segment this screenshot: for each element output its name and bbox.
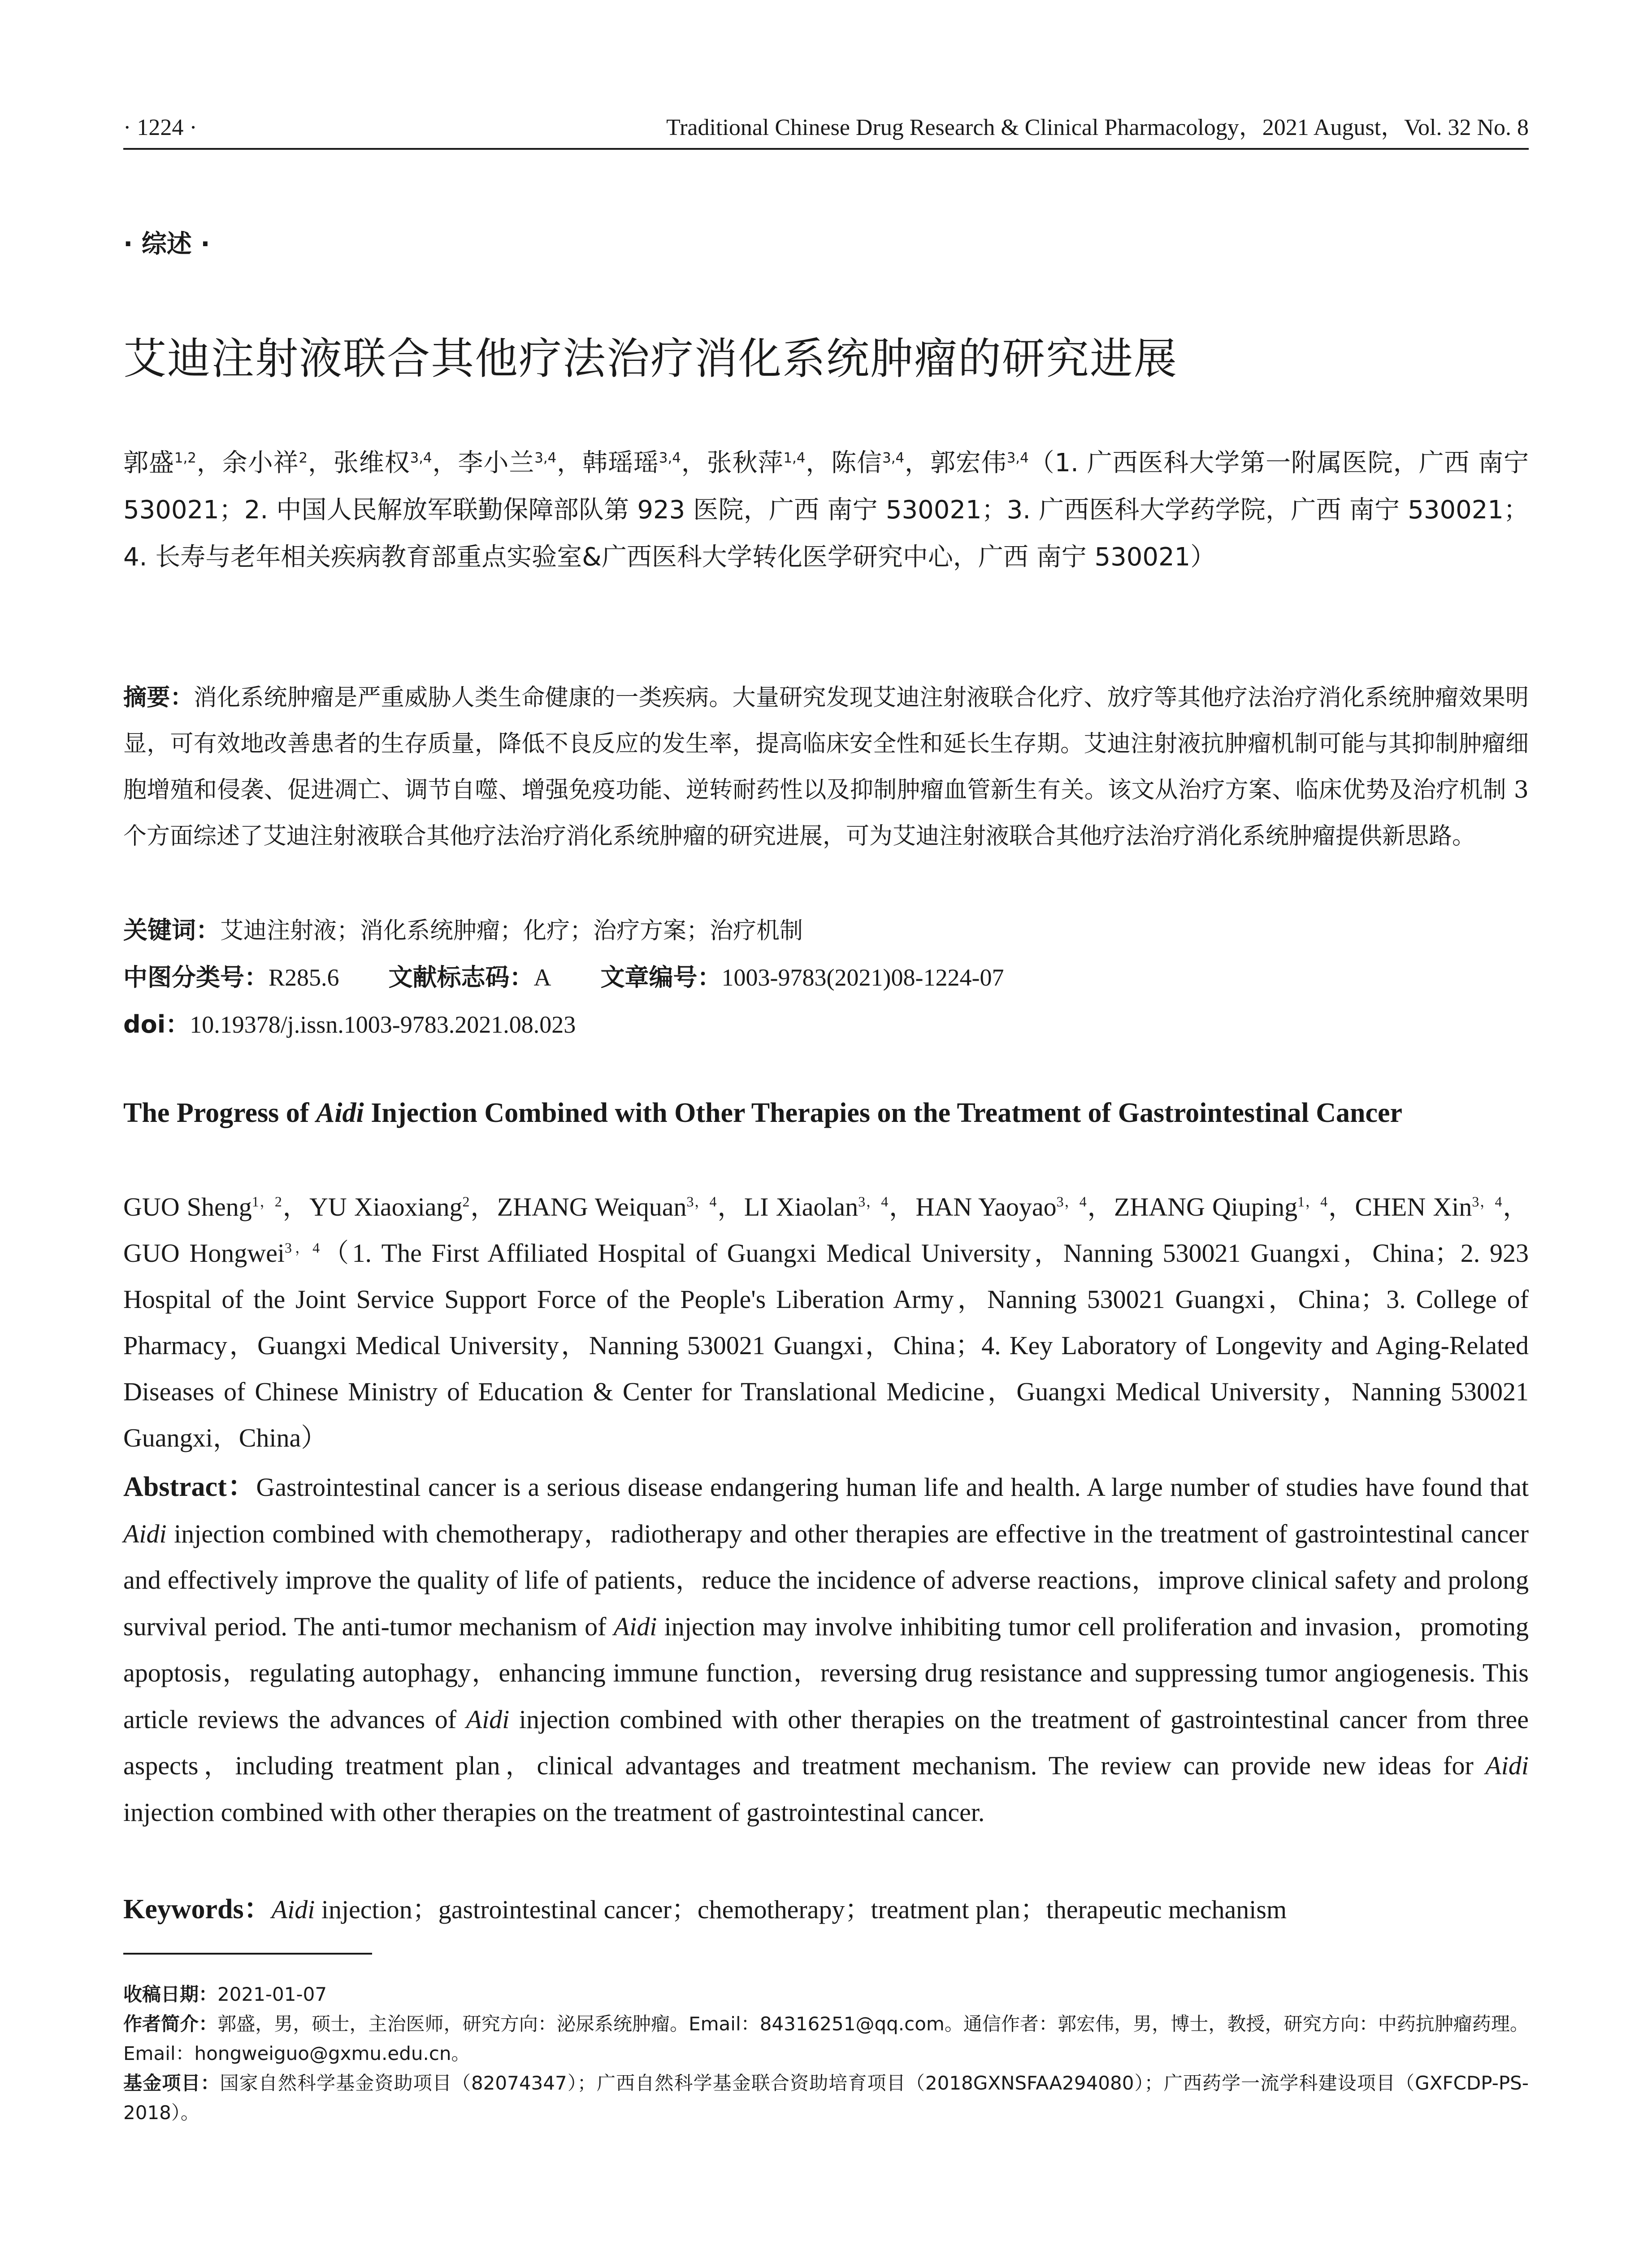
abstract-en-italic: Aidi <box>466 1704 510 1734</box>
footnote-rule <box>123 1953 372 1955</box>
received-date: 2021-01-07 <box>217 1983 327 2005</box>
page-number: · 1224 · <box>123 115 197 140</box>
author-name: 郭宏伟 <box>930 448 1007 478</box>
doi-line <box>123 1002 1529 1047</box>
article-page <box>123 0 1529 2242</box>
article-number-label: 文章编号： <box>600 963 722 991</box>
abstract-en-text: injection combined with chemotherapy，radiotherapy and other therapies are effective in the treatment of gastrointestinal cancer and effectively improve the quality of life of patients，reduce the incidence of adverse reactions，improve clinical safety and prolong survival period. The anti-tumor mechanism of <box>123 1519 1529 1641</box>
abstract-en <box>123 1464 1529 1835</box>
abstract-en-italic: Aidi <box>123 1519 167 1548</box>
keywords-cn-text: 艾迪注射液；消化系统肿瘤；化疗；治疗方案；治疗机制 <box>220 917 803 944</box>
article-title-cn: 艾迪注射液联合其他疗法治疗消化系统肿瘤的研究进展 <box>123 334 1178 384</box>
author-name: 韩瑶瑶 <box>582 448 659 478</box>
author-affiliation-mark: 3,4 <box>882 450 905 466</box>
abstract-cn <box>123 675 1529 860</box>
author-affiliation-mark: 1,4 <box>783 450 806 466</box>
doi-link[interactable]: 10.19378/j.issn.1003-9783.2021.08.023 <box>190 1011 576 1038</box>
authors-cn: 郭盛$^{1,2}$，余小祥$^2$，张维权$^{3,4}$，李小兰$^{3,4}$，韩瑶瑶$^{3,4}$，张秋萍$^{1,4}$，陈信$^{3,4}$，郭宏伟$^{3,4}$（1. 广西医科大学第一附属医院，广西 南宁 530021；2. 中国人民解放军联勤保障部队第 923 医院，广西 南宁 530021；3. 广西医科大学药学院，广西 南宁 530021；4. 长寿与老年相关疾病教育部重点实验室&广西医科大学转化医学研究中心，广西 南宁 530021） <box>123 448 1529 572</box>
author-bio: 郭盛，男，硕士，主治医师，研究方向：泌尿系统肿瘤。Email：84316251@qq.com。通信作者：郭宏伟，男，博士，教授，研究方向：中药抗肿瘤药理。Email：hongweiguo@gxmu.edu.cn。 <box>123 2013 1529 2064</box>
author-name: 陈信 <box>831 448 883 478</box>
abstract-en-text: injection may involve inhibiting tumor cell proliferation and invasion，promoting apoptosis，regulating autophagy，enhancing immune function，reversing drug resistance and suppressing tumor angiogenesis. This article reviews the advances of <box>123 1612 1529 1734</box>
author-name: 郭盛 <box>123 448 174 478</box>
author-affiliation-mark: 1,2 <box>174 450 196 466</box>
keywords-en-text: injection；gastrointestinal cancer；chemotherapy；treatment plan；therapeutic mechanism <box>315 1895 1287 1924</box>
affiliations-en: （1. The First Affiliated Hospital of Guangxi Medical University，Nanning 530021 Guangxi，China；2. 923 Hospital of the Joint Service Support Force of the People's Liberation Army，Nanning 530021 Guangxi，China；3. College of Pharmacy，Guangxi Medical University，Nanning 530021 Guangxi，China；4. Key Laboratory of Longevity and Aging-Related Diseases of Chinese Ministry of Education & Center for Translational Medicine，Guangxi Medical University，Nanning 530021 Guangxi，China） <box>123 1238 1529 1452</box>
footnote-author <box>123 2009 1529 2068</box>
received-label: 收稿日期： <box>123 1983 218 2005</box>
abstract-cn-label: 摘要： <box>123 684 194 711</box>
keywords-cn-label: 关键词： <box>123 916 220 944</box>
abstract-cn-text: 消化系统肿瘤是严重威胁人类生命健康的一类疾病。大量研究发现艾迪注射液联合化疗、放疗等其他疗法治疗消化系统肿瘤效果明显，可有效地改善患者的生存质量，降低不良反应的发生率，提高临床安全性和延长生存期。艾迪注射液抗肿瘤机制可能与其抑制肿瘤细胞增殖和侵袭、促进凋亡、调节自噬、增强免疫功能、逆转耐药性以及抑制肿瘤血管新生有关。该文从治疗方案、临床优势及治疗机制 3 个方面综述了艾迪注射液联合其他疗法治疗消化系统肿瘤的研究进展，可为艾迪注射液联合其他疗法治疗消化系统肿瘤提供新思路。 <box>123 684 1529 850</box>
author-name-en: ，GUO Hongwei <box>123 1192 1529 1268</box>
fund-projects: 国家自然科学基金资助项目（82074347）；广西自然科学基金联合资助培育项目（2018GXNSFAA294080）；广西药学一流学科建设项目（GXFCDP-PS-2018）。 <box>123 2072 1529 2124</box>
abstract-en-text: Gastrointestinal cancer is a serious disease endangering human life and health. A large number of studies have found that <box>256 1473 1529 1502</box>
author-affiliation-mark: 3,4 <box>534 450 557 466</box>
title-en-part: Injection Combined with Other Therapies on the Treatment of Gastrointestinal Cancer <box>364 1098 1403 1128</box>
clc-value: R285.6 <box>269 964 339 991</box>
author-affiliation-mark: 1，4 <box>1297 1194 1328 1210</box>
article-number <box>601 963 1004 991</box>
author-affiliation-mark: 2 <box>299 450 308 466</box>
clc-number <box>123 963 339 991</box>
authors-en <box>123 1184 1529 1461</box>
clc-label: 中图分类号： <box>123 963 269 991</box>
keywords-en <box>123 1887 1529 1932</box>
author-affiliation-mark: 3,4 <box>659 450 681 466</box>
author-name: 李小兰 <box>458 448 535 478</box>
document-code-label: 文献标志码： <box>388 963 534 991</box>
footnote-received <box>123 1980 1529 2009</box>
author-affiliation-mark: 3，4 <box>686 1194 717 1210</box>
author-affiliation-mark: 2 <box>462 1194 470 1210</box>
classification-line <box>123 955 1529 1000</box>
abstract-en-label: Abstract： <box>123 1472 256 1502</box>
title-en-part: The Progress of <box>123 1098 316 1128</box>
affiliations-cn: （1. 广西医科大学第一附属医院，广西 南宁 530021；2. 中国人民解放军联勤保障部队第 923 医院，广西 南宁 530021；3. 广西医科大学药学院，广西 南宁 530021；4. 长寿与老年相关疾病教育部重点实验室&广西医科大学转化医学研究中心，广西 南宁 530021） <box>123 448 1529 572</box>
author-affiliation-mark: 3,4 <box>410 450 432 466</box>
running-header <box>123 110 1529 146</box>
author-affiliation-mark: 1，2 <box>251 1194 282 1210</box>
author-name-en: ，HAN Yaoyao <box>888 1192 1057 1221</box>
author-name: 张维权 <box>333 448 410 478</box>
author-name-en: ，YU Xiaoxiang <box>282 1192 463 1221</box>
document-code-value: A <box>533 964 551 991</box>
author-name-en: ，LI Xiaolan <box>716 1192 859 1221</box>
author-affiliation-mark: 3,4 <box>1006 450 1029 466</box>
author-name-en: GUO Sheng <box>123 1192 252 1221</box>
abstract-en-text: injection combined with other therapies on the treatment of gastrointestinal cancer. <box>123 1797 985 1827</box>
author-name-en: ，ZHANG Weiquan <box>469 1192 687 1221</box>
author-affiliation-mark: 3，4 <box>1472 1194 1502 1210</box>
doi-label: doi： <box>123 1010 190 1038</box>
journal-citation: Traditional Chinese Drug Research & Clinical Pharmacology，2021 August，Vol. 32 No. 8 <box>666 115 1529 140</box>
section-tag: · 综述 · <box>123 230 210 259</box>
author-affiliation-mark: 3，4 <box>1056 1194 1087 1210</box>
article-number-value: 1003-9783(2021)08-1224-07 <box>721 964 1004 991</box>
article-title-en <box>123 1090 1529 1137</box>
author-bio-label: 作者简介： <box>123 2013 218 2035</box>
keywords-en-italic: Aidi <box>271 1895 315 1924</box>
title-en-italic: Aidi <box>316 1098 364 1128</box>
author-name-en: ，CHEN Xin <box>1327 1192 1472 1221</box>
header-rule <box>123 148 1529 150</box>
document-code <box>389 963 551 991</box>
author-affiliation-mark: 3，4 <box>284 1240 320 1256</box>
fund-label: 基金项目： <box>123 2072 220 2094</box>
author-affiliation-mark: 3，4 <box>858 1194 889 1210</box>
footnote-fund <box>123 2068 1529 2128</box>
abstract-en-italic: Aidi <box>613 1612 657 1641</box>
abstract-en-text: injection combined with other therapies on the treatment of gastrointestinal cancer from three aspects，including treatment plan，clinical advantages and treatment mechanism. The review can provide new ideas for <box>123 1704 1529 1780</box>
author-name: 张秋萍 <box>707 448 784 478</box>
footnotes <box>123 1980 1529 2128</box>
keywords-cn <box>123 908 1529 953</box>
author-name-en: ，ZHANG Qiuping <box>1086 1192 1298 1221</box>
author-name: 余小祥 <box>222 448 299 478</box>
keywords-en-label: Keywords： <box>123 1894 272 1925</box>
abstract-en-italic: Aidi <box>1485 1751 1529 1780</box>
